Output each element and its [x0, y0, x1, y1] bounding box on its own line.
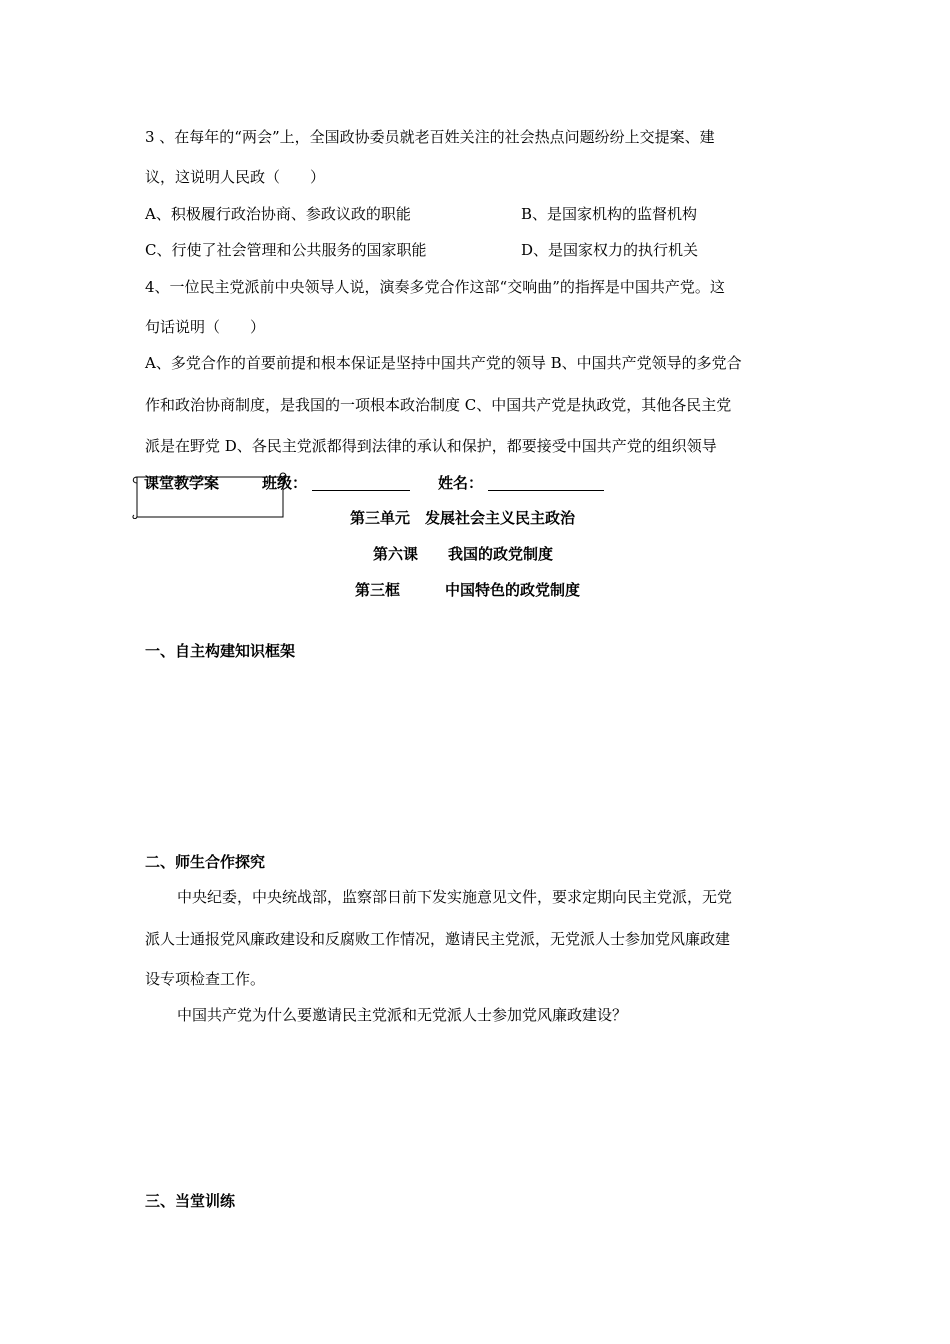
q4-line1: 4、一位民主党派前中央领导人说，演奏多党合作这部“交响曲”的指挥是中国共产党。这	[145, 278, 725, 296]
frame-title: 第三框 中国特色的政党制度	[355, 581, 581, 599]
section2-para1-line3: 设专项检查工作。	[145, 970, 266, 988]
q3-option-b: B、是国家机构的监督机构	[521, 205, 698, 223]
section2-para1-line2: 派人士通报党风廉政建设和反腐败工作情况，邀请民主党派，无党派人士参加党风廉政建	[145, 930, 731, 948]
section2-heading: 二、师生合作探究	[145, 853, 266, 871]
section2-question: 中国共产党为什么要邀请民主党派和无党派人士参加党风廉政建设？	[177, 1006, 628, 1024]
class-label: 班级：	[262, 474, 308, 492]
q4-line5: 派是在野党 D、各民主党派都得到法律的承认和保护，都要接受中国共产党的组织领导	[145, 437, 717, 455]
q3-line1: 3 、在每年的“两会”上，全国政协委员就老百姓关注的社会热点问题纷纷上交提案、建	[145, 128, 715, 146]
lesson-title: 第六课 我国的政党制度	[373, 545, 554, 563]
q4-line3: A、多党合作的首要前提和根本保证是坚持中国共产党的领导 B、中国共产党领导的多党合	[145, 354, 742, 372]
section3-heading: 三、当堂训练	[145, 1192, 236, 1210]
name-blank[interactable]	[488, 473, 604, 491]
q4-line4: 作和政治协商制度，是我国的一项根本政治制度 C、中国共产党是执政党，其他各民主党	[145, 396, 732, 414]
section2-para1-line1: 中央纪委，中央统战部，监察部日前下发实施意见文件，要求定期向民主党派，无党	[177, 888, 733, 906]
unit-title: 第三单元 发展社会主义民主政治	[350, 509, 576, 527]
q3-line2: 议，这说明人民政（ ）	[145, 168, 326, 186]
q4-line2: 句话说明（ ）	[145, 318, 266, 336]
q3-option-d: D、是国家权力的执行机关	[521, 241, 699, 259]
section1-heading: 一、自主构建知识框架	[145, 642, 296, 660]
case-label: 课堂教学案	[144, 474, 220, 492]
class-blank[interactable]	[312, 473, 410, 491]
q3-option-c: C、行使了社会管理和公共服务的国家职能	[145, 241, 427, 259]
q3-option-a: A、积极履行政治协商、参政议政的职能	[145, 205, 411, 223]
name-label: 姓名：	[438, 474, 484, 492]
